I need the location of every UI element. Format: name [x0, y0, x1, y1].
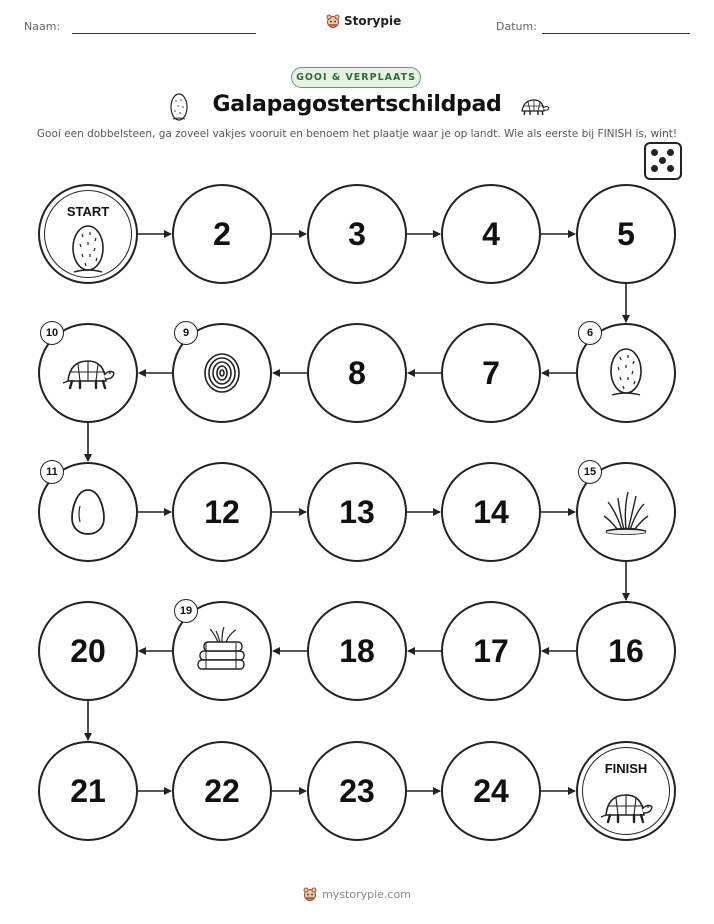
finish-space	[576, 741, 676, 841]
activity-badge: GOOI & VERPLAATS	[291, 67, 421, 88]
board-space-24	[441, 741, 541, 841]
finish-label: FINISH	[604, 761, 648, 776]
space-number: 20	[70, 632, 106, 669]
name-label: Naam:	[24, 20, 61, 33]
board-space-23	[307, 741, 407, 841]
space-number: 23	[339, 772, 375, 809]
board-space-14	[441, 462, 541, 562]
space-number: 2	[213, 215, 231, 252]
space-number: 7	[482, 354, 500, 391]
board-space-16	[576, 601, 676, 701]
board-space-22	[172, 741, 272, 841]
board-space-8	[307, 323, 407, 423]
space-number: 21	[70, 772, 106, 809]
space-number: 16	[608, 632, 644, 669]
board-space-21	[38, 741, 138, 841]
board-space-2	[172, 184, 272, 284]
brand-name: Storypie	[344, 14, 402, 28]
space-number: 17	[473, 632, 509, 669]
board-space-17	[441, 601, 541, 701]
space-number: 5	[617, 215, 635, 252]
hay-icon	[194, 623, 250, 679]
space-number: 13	[339, 493, 375, 530]
board-space-7	[441, 323, 541, 423]
shell-icon	[194, 345, 250, 401]
board-space-20	[38, 601, 138, 701]
start-space	[38, 184, 138, 284]
space-number-badge: 15	[578, 460, 602, 484]
space-number-badge: 19	[174, 599, 198, 623]
board-space-4	[441, 184, 541, 284]
board-space-5	[576, 184, 676, 284]
footer	[0, 887, 714, 901]
storypie-mascot-icon	[303, 887, 317, 901]
space-number-badge: 11	[40, 460, 64, 484]
space-number: 3	[348, 215, 366, 252]
footer-site[interactable]: mystorypie.com	[322, 887, 411, 901]
board-space-3	[307, 184, 407, 284]
space-number: 8	[348, 354, 366, 391]
cactus-icon	[60, 222, 116, 274]
space-number: 14	[473, 493, 509, 530]
board-space-13	[307, 462, 407, 562]
grass-icon	[598, 484, 654, 540]
cactus-icon	[598, 345, 654, 401]
page-title: Galapagostertschildpad	[212, 92, 502, 117]
space-number-badge: 10	[40, 321, 64, 345]
date-label: Datum:	[496, 20, 537, 33]
egg-icon	[60, 484, 116, 540]
space-number-badge: 9	[174, 321, 198, 345]
space-number: 18	[339, 632, 375, 669]
space-number-badge: 6	[578, 321, 602, 345]
tortoise-icon	[598, 779, 654, 831]
space-number: 4	[482, 215, 500, 252]
space-number: 22	[204, 772, 240, 809]
space-number: 24	[473, 772, 509, 809]
instructions-text: Gooi een dobbelsteen, ga zoveel vakjes vooruit en benoem het plaatje waar je op landt. Wie als eerste bij FINISH is, wint!	[36, 128, 678, 140]
space-number: 12	[204, 493, 240, 530]
board-space-12	[172, 462, 272, 562]
tortoise-icon	[60, 345, 116, 401]
start-label: START	[66, 204, 110, 219]
board-space-18	[307, 601, 407, 701]
